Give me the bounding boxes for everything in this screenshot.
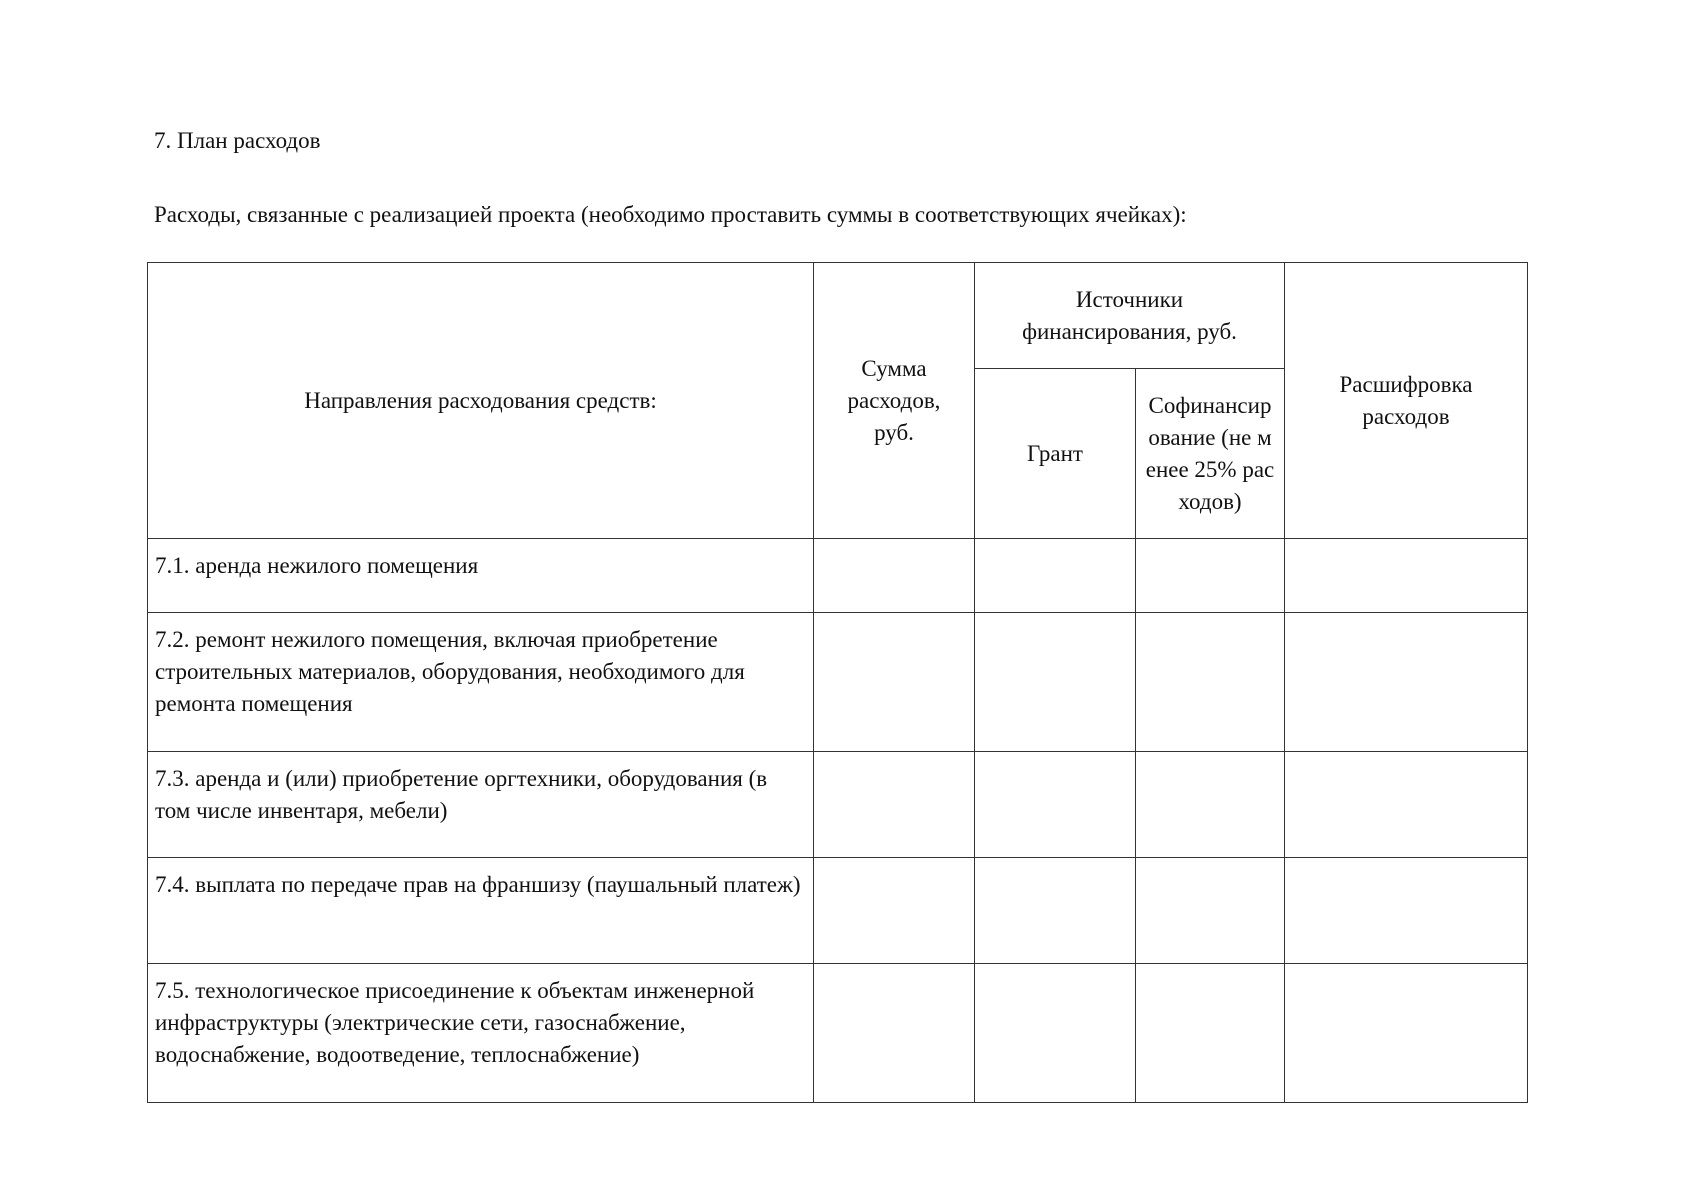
- row-label: 7.2. ремонт нежилого помещения, включая приобретение строительных материалов, оборудования, необходимого для ремонта помещения: [148, 613, 814, 752]
- cofinancing-cell[interactable]: [1136, 858, 1285, 964]
- grant-cell[interactable]: [975, 613, 1136, 752]
- header-breakdown-label: Расшифровка расходов: [1339, 371, 1473, 429]
- header-grant: [975, 369, 1136, 539]
- sum-cell[interactable]: [814, 613, 975, 752]
- header-direction: [148, 263, 814, 539]
- sum-cell[interactable]: [814, 539, 975, 613]
- header-breakdown: [1285, 263, 1528, 539]
- table-row: [148, 752, 1528, 858]
- sum-cell[interactable]: [814, 964, 975, 1103]
- intro-text: Расходы, связанные с реализацией проекта (необходимо проставить суммы в соответствующих ячейках):: [154, 202, 1187, 227]
- header-sources: [975, 263, 1285, 369]
- table-row: [148, 964, 1528, 1103]
- table-row: [148, 539, 1528, 613]
- breakdown-cell[interactable]: [1285, 964, 1528, 1103]
- grant-cell[interactable]: [975, 752, 1136, 858]
- breakdown-cell[interactable]: [1285, 613, 1528, 752]
- grant-cell[interactable]: [975, 964, 1136, 1103]
- header-sources-label: Источники финансирования, руб.: [1022, 286, 1237, 344]
- grant-cell[interactable]: [975, 539, 1136, 613]
- row-label: 7.5. технологическое присоединение к объектам инженерной инфраструктуры (электрические сети, газоснабжение, водоснабжение, водоотведение, теплоснабжение): [148, 964, 814, 1103]
- breakdown-cell[interactable]: [1285, 858, 1528, 964]
- header-sum: [814, 263, 975, 539]
- sum-cell[interactable]: [814, 752, 975, 858]
- header-cofinancing-label: Софинансир ование (не менее 25% расходов): [1145, 392, 1275, 514]
- row-label: 7.4. выплата по передаче прав на франшизу (паушальный платеж): [148, 858, 814, 964]
- breakdown-cell[interactable]: [1285, 752, 1528, 858]
- sum-cell[interactable]: [814, 858, 975, 964]
- cofinancing-cell[interactable]: [1136, 752, 1285, 858]
- row-label: 7.3. аренда и (или) приобретение оргтехники, оборудования (в том числе инвентаря, мебели): [148, 752, 814, 858]
- section-title: 7. План расходов: [154, 128, 321, 153]
- cofinancing-cell[interactable]: [1136, 613, 1285, 752]
- header-cofinancing: [1136, 369, 1285, 539]
- row-label: 7.1. аренда нежилого помещения: [148, 539, 814, 613]
- header-sum-label: Сумма расходов, руб.: [847, 355, 941, 445]
- header-direction-label: Направления расходования средств:: [304, 387, 657, 413]
- header-grant-label: Грант: [1027, 440, 1083, 466]
- breakdown-cell[interactable]: [1285, 539, 1528, 613]
- table-row: [148, 613, 1528, 752]
- table-row: [148, 858, 1528, 964]
- cofinancing-cell[interactable]: [1136, 964, 1285, 1103]
- cofinancing-cell[interactable]: [1136, 539, 1285, 613]
- grant-cell[interactable]: [975, 858, 1136, 964]
- expense-plan-table: [147, 262, 1528, 1103]
